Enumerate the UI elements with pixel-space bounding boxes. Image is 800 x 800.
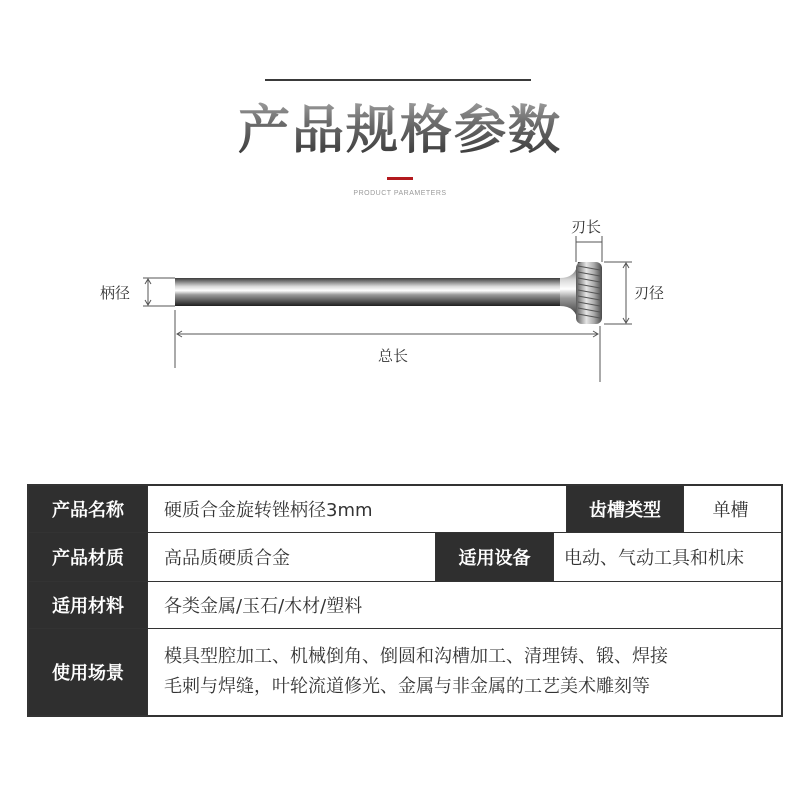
spec-table <box>27 484 783 717</box>
spec-row-name <box>29 486 781 532</box>
equipment-label: 适用设备 <box>435 533 553 581</box>
usage-scenario-label: 使用场景 <box>29 629 147 715</box>
total-length-label: 总长 <box>378 347 409 365</box>
blade-length-dimension <box>576 236 602 262</box>
product-name-label: 产品名称 <box>29 486 147 532</box>
total-length-dimension <box>175 310 600 382</box>
equipment-value: 电动、气动工具和机床 <box>553 533 777 581</box>
spec-row-applicable <box>29 581 781 628</box>
spec-row-usage <box>29 628 781 715</box>
usage-scenario-value <box>147 629 777 715</box>
shank <box>175 278 580 306</box>
blade-diameter-label: 刃径 <box>634 284 665 302</box>
material-label: 产品材质 <box>29 533 147 581</box>
shank-diameter-dimension <box>143 278 175 306</box>
groove-type-value: 单槽 <box>683 486 777 532</box>
blade-diameter-dimension <box>604 262 632 324</box>
usage-scenario-line-1: 模具型腔加工、机械倒角、倒圆和沟槽加工、清理铸、锻、焊接 <box>164 646 668 667</box>
blade-length-label: 刃长 <box>571 218 602 236</box>
usage-scenario-line-2: 毛刺与焊缝，叶轮流道修光、金属与非金属的工艺美术雕刻等 <box>164 676 650 697</box>
product-name-value: 硬质合金旋转锉柄径3mm <box>147 486 566 532</box>
page-subtitle: PRODUCT PARAMETERS <box>353 190 447 197</box>
groove-type-label: 齿槽类型 <box>566 486 683 532</box>
page-title: 产品规格参数 <box>0 88 800 163</box>
material-value: 高品质硬质合金 <box>147 533 435 581</box>
spec-row-material <box>29 532 781 581</box>
applicable-material-value: 各类金属/玉石/木材/塑料 <box>147 582 777 628</box>
shank-diameter-label: 柄径 <box>100 284 131 302</box>
applicable-material-label: 适用材料 <box>29 582 147 628</box>
